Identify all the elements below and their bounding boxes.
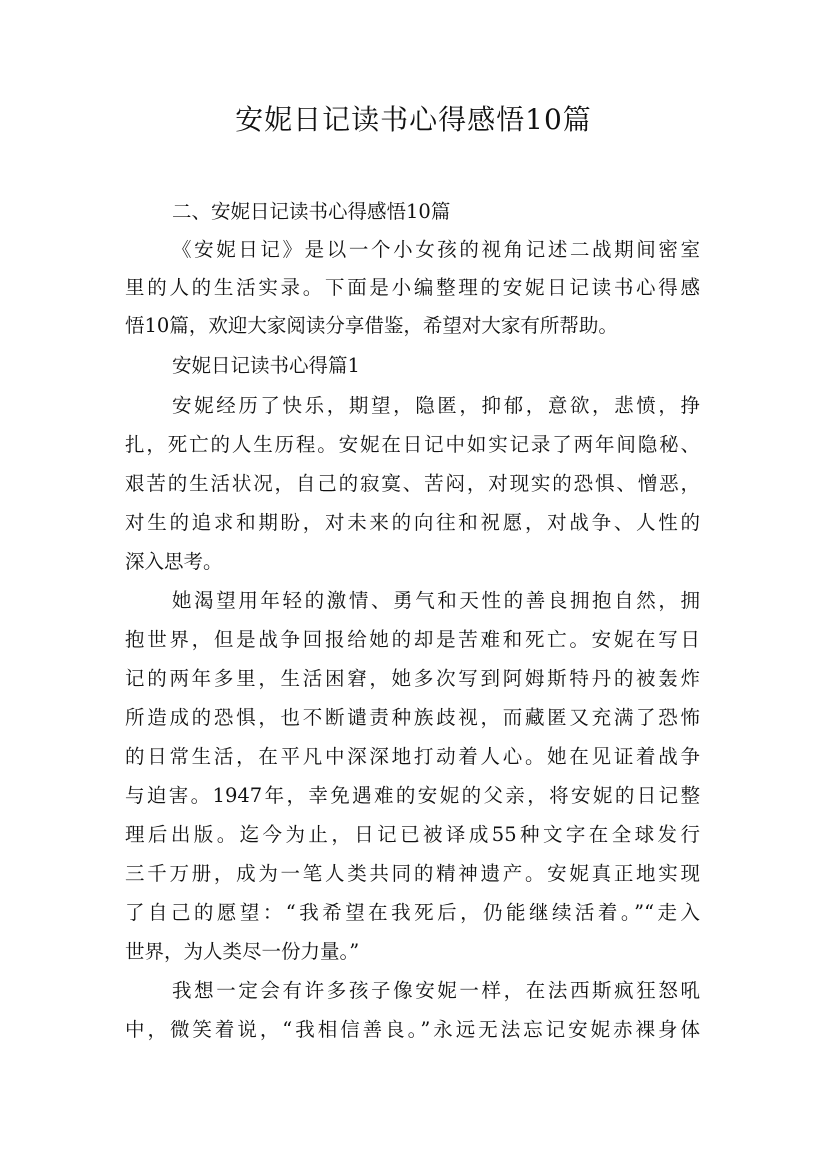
essay-heading: 安妮日记读书心得篇1	[172, 354, 360, 377]
paragraph-line: 抱世界，但是战争回报给她的却是苦难和死亡。安妮在写日	[125, 628, 700, 651]
paragraph-line: 的日常生活，在平凡中深深地打动着人心。她在见证着战争	[125, 745, 700, 768]
intro-line: 里的人的生活实录。下面是小编整理的安妮日记读书心得感	[125, 276, 700, 299]
intro-line: 《安妮日记》是以一个小女孩的视角记述二战期间密室	[172, 238, 700, 261]
paragraph-line: 深入思考。	[125, 550, 223, 573]
intro-line: 悟10篇，欢迎大家阅读分享借鉴，希望对大家有所帮助。	[125, 314, 618, 337]
paragraph-line: 理后出版。迄今为止，日记已被译成55种文字在全球发行	[125, 823, 700, 846]
paragraph-line: 三千万册，成为一笔人类共同的精神遗产。安妮真正地实现	[125, 862, 700, 885]
paragraph-line: 了自己的愿望：“我希望在我死后，仍能继续活着。”“走入	[125, 901, 700, 924]
paragraph-line: 与迫害。1947年，幸免遇难的安妮的父亲，将安妮的日记整	[125, 784, 700, 807]
paragraph-line: 所造成的恐惧，也不断谴责种族歧视，而藏匿又充满了恐怖	[125, 706, 700, 729]
paragraph-line: 艰苦的生活状况，自己的寂寞、苦闷，对现实的恐惧、憎恶，	[125, 472, 700, 495]
paragraph-line: 安妮经历了快乐，期望，隐匿，抑郁，意欲，悲愤，挣	[172, 394, 700, 417]
document-title: 安妮日记读书心得感悟10篇	[235, 103, 592, 136]
paragraph-line: 我想一定会有许多孩子像安妮一样，在法西斯疯狂怒吼	[172, 979, 700, 1002]
paragraph-line: 她渴望用年轻的激情、勇气和天性的善良拥抱自然，拥	[172, 589, 700, 612]
paragraph-line: 扎，死亡的人生历程。安妮在日记中如实记录了两年间隐秘、	[125, 433, 700, 456]
paragraph-line: 记的两年多里，生活困窘，她多次写到阿姆斯特丹的被轰炸	[125, 667, 700, 690]
paragraph-line: 对生的追求和期盼，对未来的向往和祝愿，对战争、人性的	[125, 511, 700, 534]
paragraph-line: 中，微笑着说，“我相信善良。”永远无法忘记安妮赤裸身体	[125, 1018, 700, 1041]
section-heading: 二、安妮日记读书心得感悟10篇	[172, 200, 451, 223]
paragraph-line: 世界，为人类尽一份力量。”	[125, 940, 360, 963]
